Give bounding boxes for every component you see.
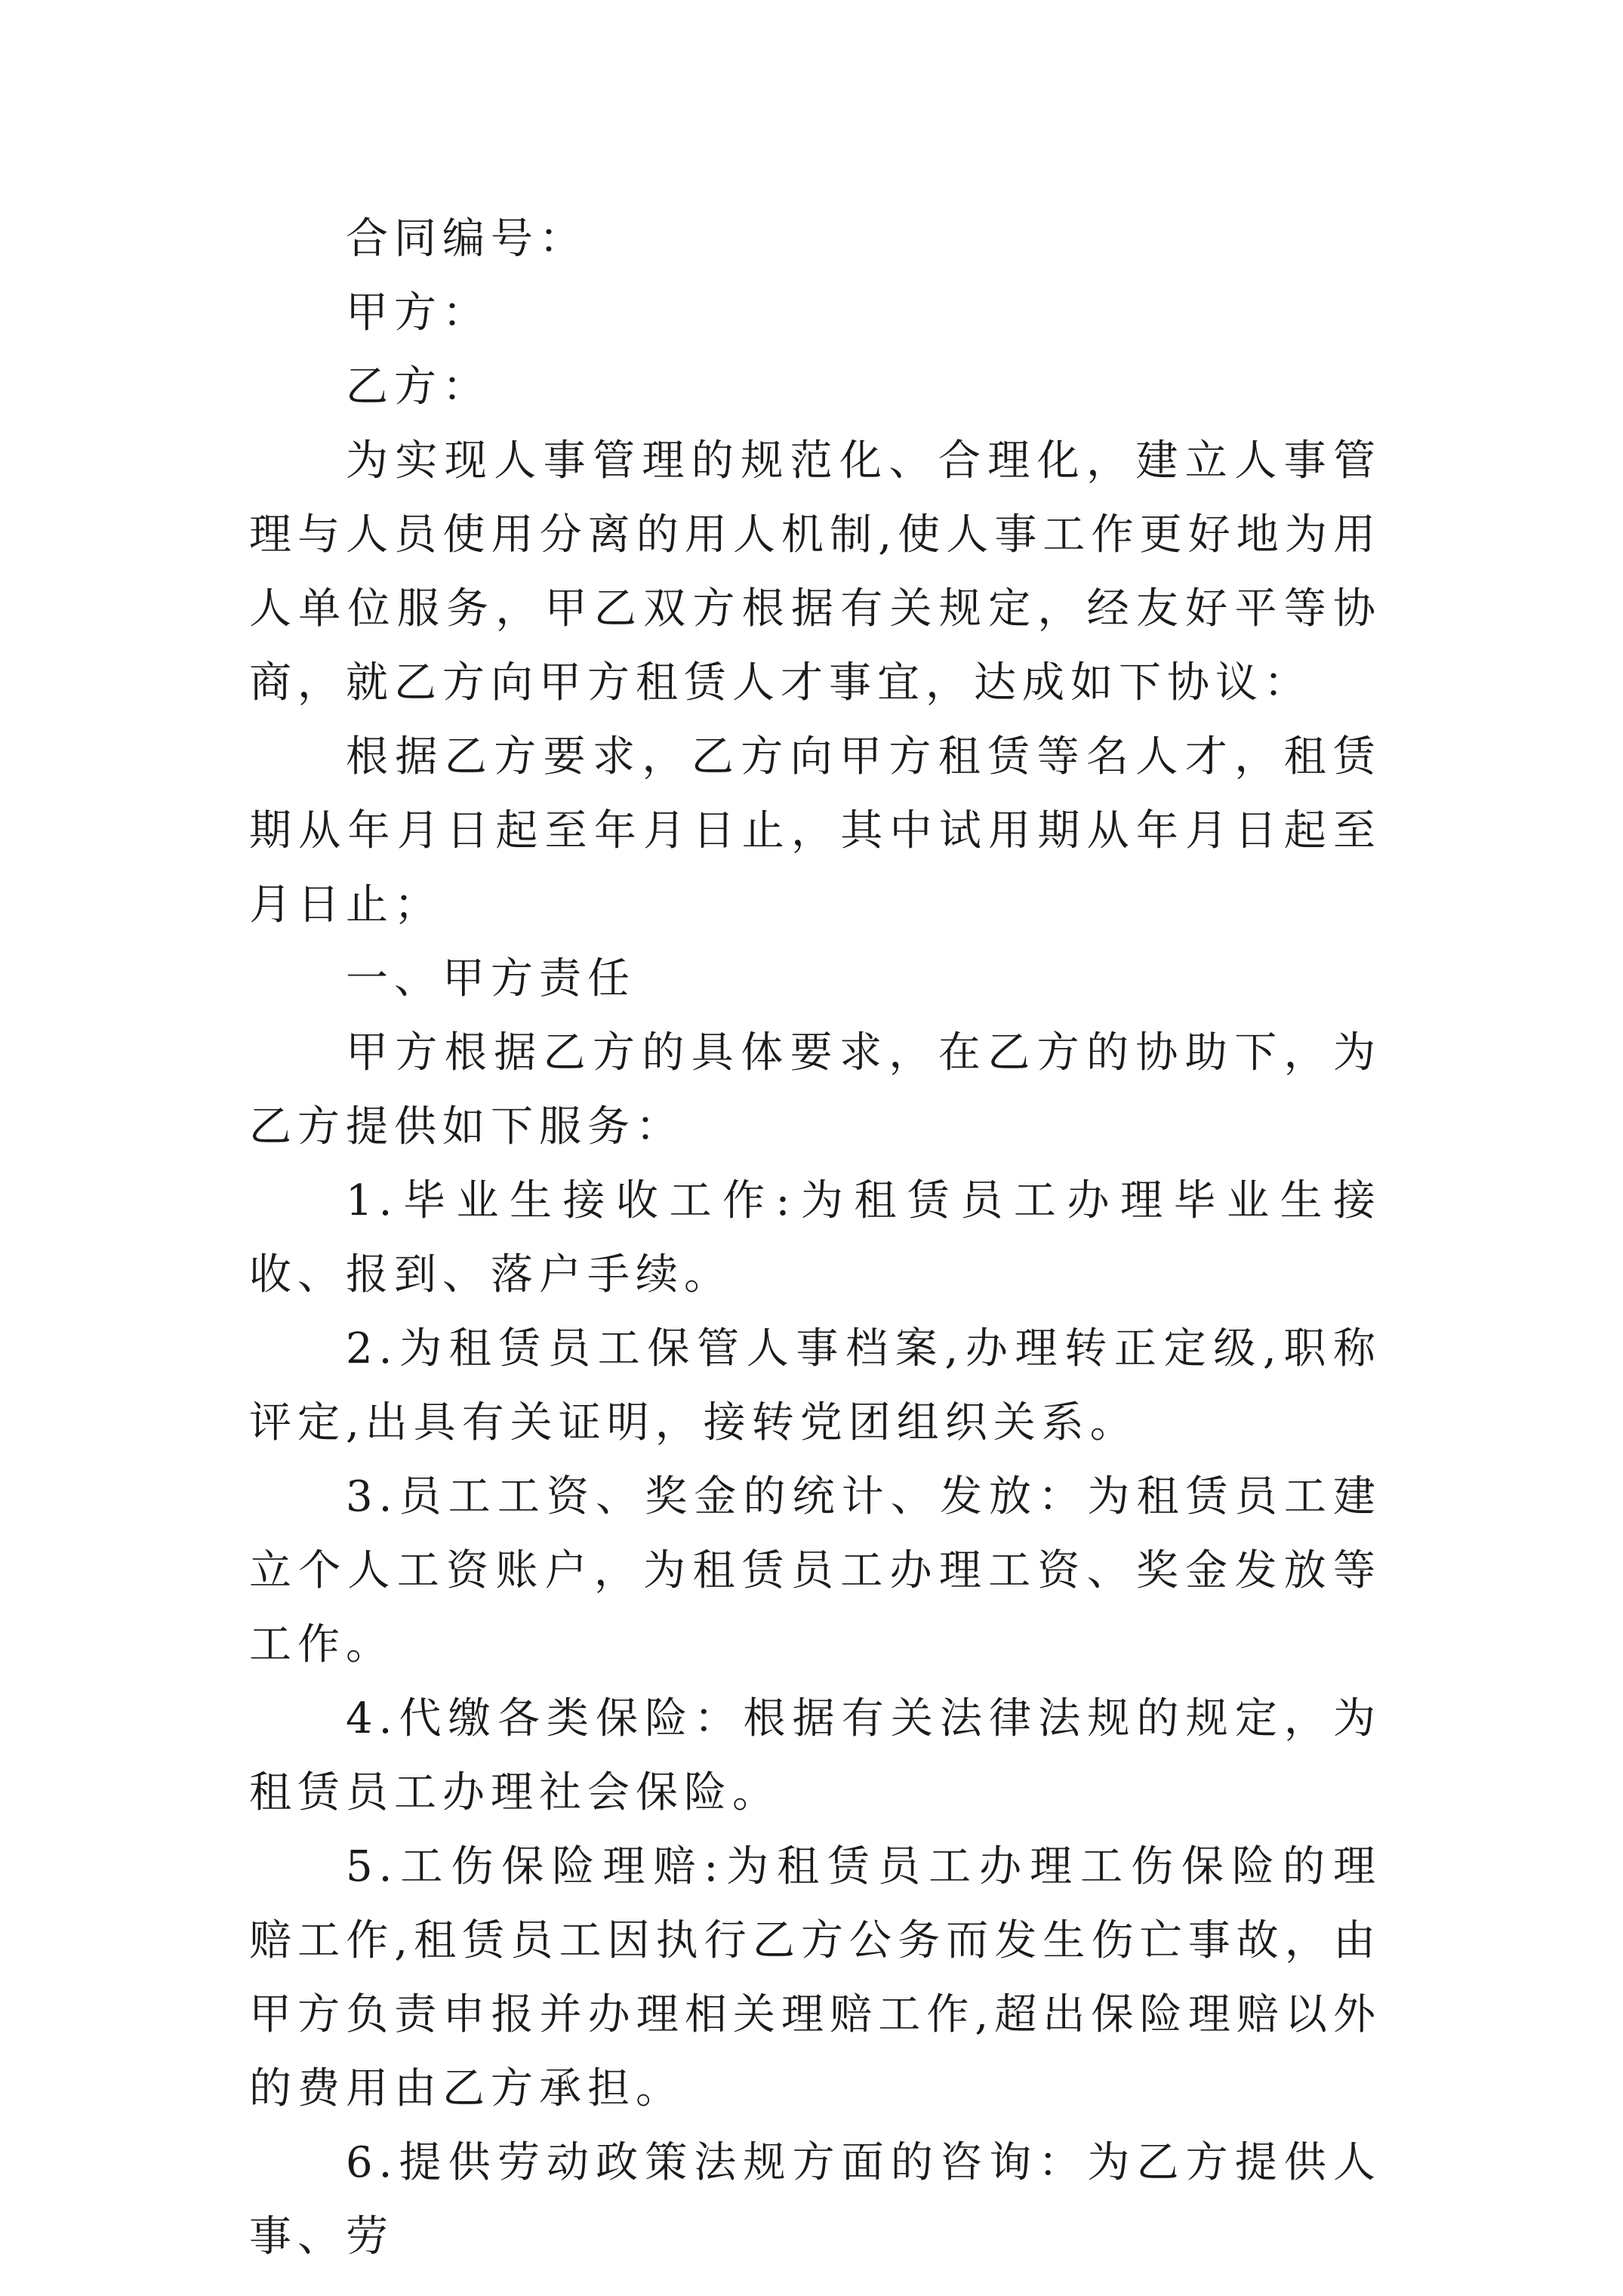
- party-b-line: 乙方：: [346, 362, 491, 411]
- clause-1: 1.毕业生接收工作:为租赁员工办理毕业生接收、报到、落户手续。: [249, 1176, 1381, 1299]
- contract-number-line: 合同编号：: [346, 214, 587, 264]
- clause-5: 5.工伤保险理赔:为租赁员工办理工伤保险的理赔工作,租赁员工因执行乙方公务而发生伤亡事故，由甲方负责申报并办理相关理赔工作,超出保险理赔以外的费用由乙方承担。: [249, 1842, 1381, 2113]
- party-a-line: 甲方：: [346, 288, 491, 337]
- document-body: [249, 202, 1381, 2274]
- lease-term-paragraph: 根据乙方要求，乙方向甲方租赁等名人才，租赁期从年月日起至年月日止，其中试用期从年月日起至月日止；: [249, 732, 1381, 929]
- preamble-paragraph: 为实现人事管理的规范化、合理化，建立人事管理与人员使用分离的用人机制,使人事工作更好地为用人单位服务，甲乙双方根据有关规定，经友好平等协商，就乙方向甲方租赁人才事宜，达成如下协议：: [249, 436, 1381, 707]
- clause-4: 4.代缴各类保险：根据有关法律法规的规定，为租赁员工办理社会保险。: [249, 1694, 1381, 1817]
- section-heading-party-a-duties: 一、甲方责任: [346, 954, 636, 1003]
- clause-2: 2.为租赁员工保管人事档案,办理转正定级,职称评定,出具有关证明，接转党团组织关系。: [249, 1324, 1382, 1447]
- clause-3: 3.员工工资、奖金的统计、发放：为租赁员工建立个人工资账户，为租赁员工办理工资、奖金发放等工作。: [249, 1472, 1381, 1669]
- clause-6: 6.提供劳动政策法规方面的咨询：为乙方提供人事、劳: [249, 2138, 1381, 2261]
- services-intro-paragraph: 甲方根据乙方的具体要求，在乙方的协助下，为乙方提供如下服务：: [249, 1028, 1381, 1151]
